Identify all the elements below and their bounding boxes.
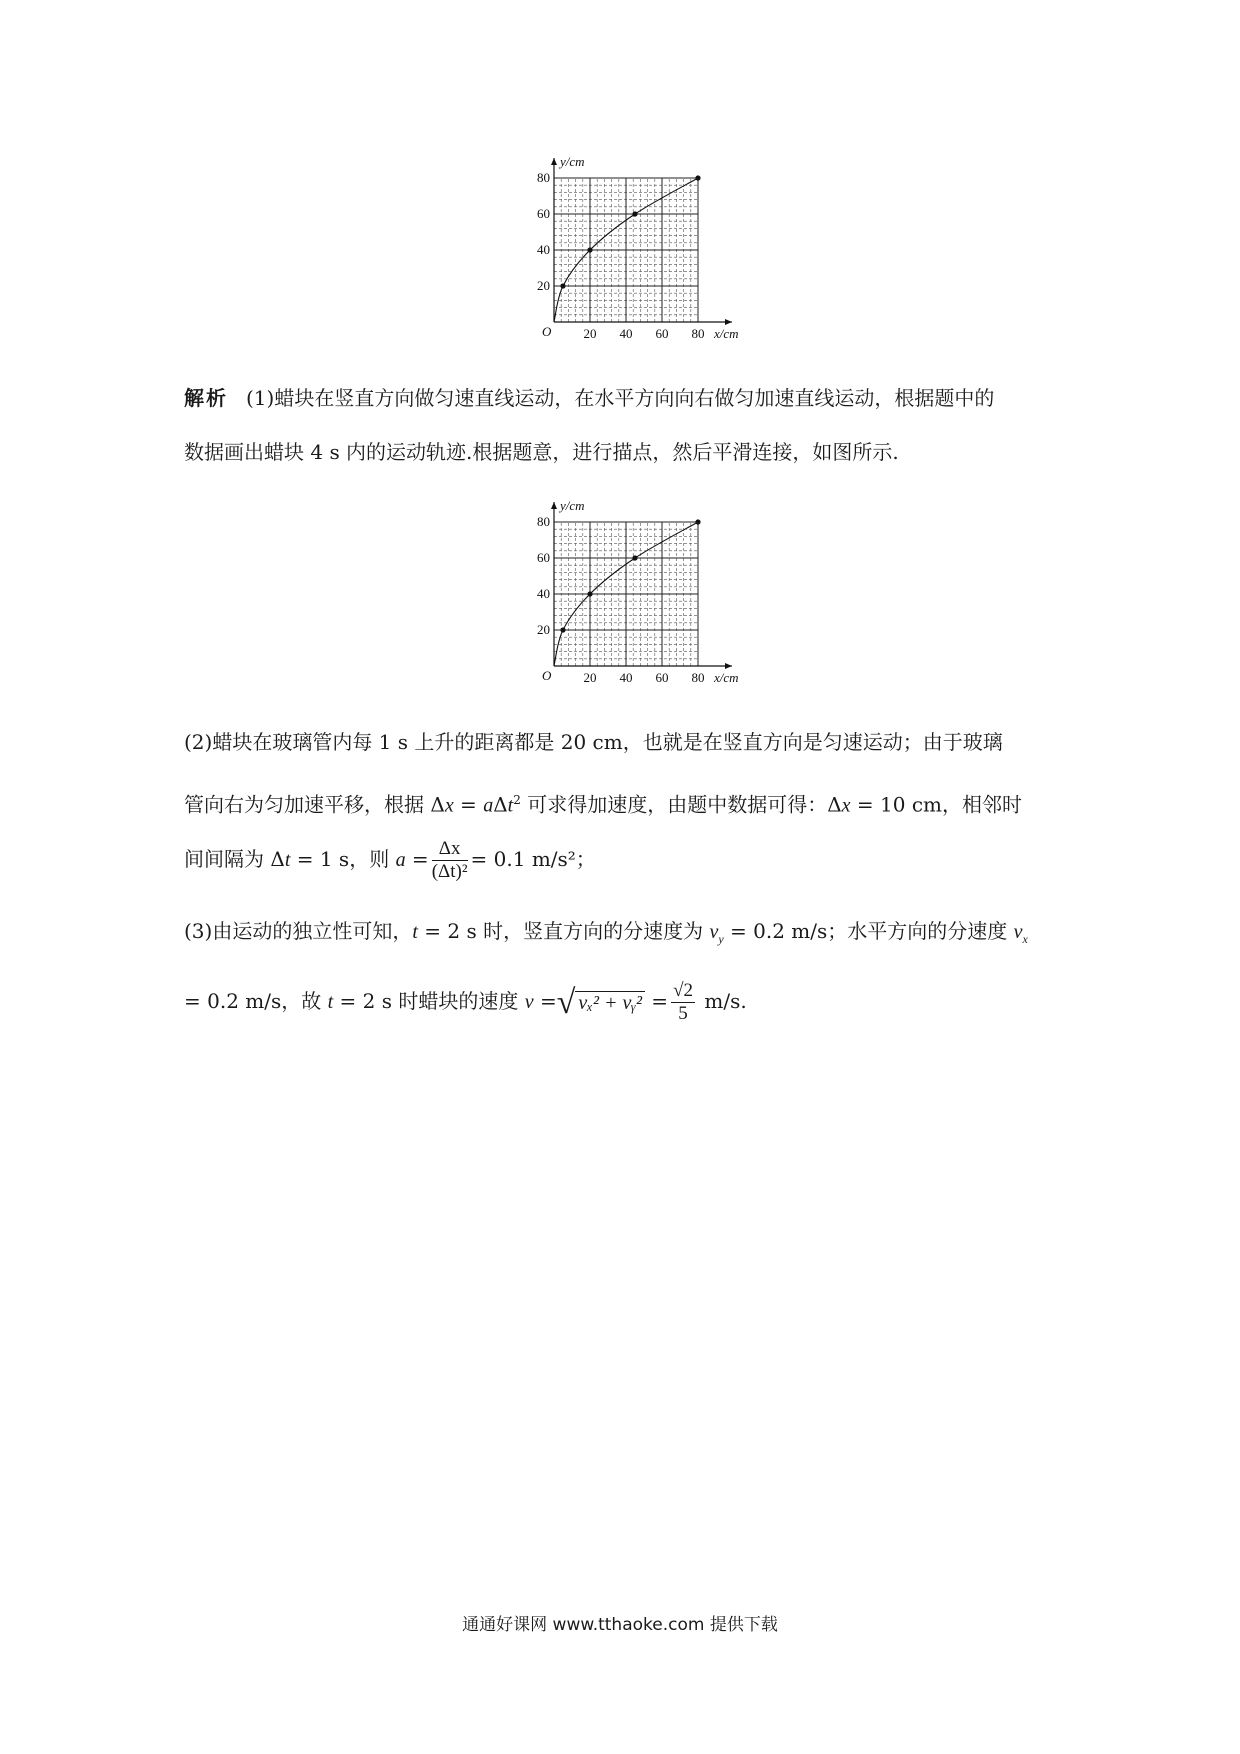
p2-eq: =	[453, 792, 484, 817]
p2-var-x-2: x	[841, 794, 851, 817]
analysis-paragraph-2	[184, 727, 1064, 757]
p2-var-t-2: t	[284, 849, 291, 871]
analysis-paragraph-1-line2	[184, 437, 1064, 467]
analysis-paragraph-3	[184, 916, 1064, 954]
p3-var-t: t	[412, 921, 418, 943]
p2-var-a: a	[483, 794, 494, 817]
y-tick-label: 20	[537, 278, 550, 293]
x-axis-arrow	[725, 319, 732, 325]
data-point	[587, 247, 592, 252]
x-tick-label: 80	[691, 670, 705, 685]
y-tick-label: 20	[537, 622, 550, 637]
x-tick-label: 20	[583, 326, 597, 341]
p2-delta: Δ	[493, 792, 508, 817]
p3-text-2: = 2 s 时，竖直方向的分速度为	[417, 919, 710, 943]
p3-unit: m/s.	[698, 989, 747, 1013]
footer-source: 通通好课网 www.tthaoke.com 提供下载	[462, 1615, 778, 1635]
trajectory-graph-1	[522, 146, 762, 368]
fraction-denominator-2: 5	[678, 1003, 688, 1024]
data-point	[560, 627, 565, 632]
data-point	[632, 555, 637, 560]
p3-sub-x: x	[1022, 932, 1028, 946]
p2-result: = 0.1 m/s²；	[470, 847, 596, 871]
p3-text-3: = 0.2 m/s；水平方向的分速度	[723, 919, 1014, 943]
velocity-sqrt	[556, 983, 645, 1021]
graph-2-svg	[522, 490, 762, 712]
p3-var-v: v	[709, 921, 719, 943]
p2-var-t: t	[507, 794, 514, 817]
fraction-denominator: (Δt)²	[431, 861, 468, 882]
data-point	[695, 519, 700, 524]
y-tick-label: 40	[537, 586, 550, 601]
x-tick-label: 60	[655, 326, 669, 341]
p3-var-v-3: v	[524, 991, 534, 1013]
p1-line2: 数据画出蜡块 4 s 内的运动轨迹.根据题意，进行描点，然后平滑连接，如图所示.	[184, 440, 899, 464]
y-axis-arrow	[551, 158, 557, 165]
analysis-paragraph-2-line3	[184, 838, 1064, 883]
data-point	[560, 283, 565, 288]
p2-text-2: 可求得加速度，由题中数据可得：Δ	[520, 792, 842, 817]
y-tick-label: 40	[537, 242, 550, 257]
p2-text-3: = 10 cm，相邻时	[850, 792, 1022, 817]
graph-1-svg	[522, 146, 762, 368]
acceleration-fraction	[432, 838, 468, 883]
analysis-label: 解析	[184, 386, 228, 410]
y-tick-label: 60	[537, 550, 550, 565]
fraction-numerator-2: √2	[673, 980, 694, 1001]
analysis-paragraph-3-line2	[184, 980, 1064, 1025]
p3-text: (3)由运动的独立性可知，	[184, 919, 413, 943]
velocity-fraction	[671, 980, 695, 1025]
p2-text-5: = 1 s，则	[290, 847, 396, 871]
analysis-paragraph-1	[184, 383, 1064, 413]
y-axis-label: y/cm	[560, 498, 585, 513]
x-tick-label: 60	[655, 670, 669, 685]
p3-var-v-2: v	[1013, 921, 1023, 943]
y-tick-label: 80	[537, 514, 550, 529]
y-axis-arrow	[551, 502, 557, 509]
p3-eq-2: =	[644, 989, 669, 1013]
p2-exponent: 2	[513, 793, 521, 807]
p3-sub-y: y	[718, 932, 724, 946]
y-tick-label: 80	[537, 170, 550, 185]
p2-text: 管向右为匀加速平移，根据 Δ	[184, 792, 445, 817]
data-point	[587, 591, 592, 596]
p2-text-4: 间间隔为 Δ	[184, 847, 285, 871]
origin-label: O	[542, 668, 552, 683]
y-tick-label: 60	[537, 206, 550, 221]
p3-text-5: = 2 s 时蜡块的速度	[333, 989, 525, 1013]
x-tick-label: 40	[619, 326, 633, 341]
x-axis-label: x/cm	[714, 670, 739, 685]
fraction-numerator: Δx	[432, 838, 468, 861]
radical-sign: √	[556, 983, 576, 1021]
data-point	[695, 175, 700, 180]
p3-text-4: = 0.2 m/s，故	[184, 989, 328, 1013]
p2-var-a-2: a	[395, 849, 406, 871]
x-tick-label: 40	[619, 670, 633, 685]
p2-var-x: x	[444, 794, 454, 817]
x-axis-arrow	[725, 663, 732, 669]
p2-eq-2: =	[405, 847, 429, 871]
data-point	[632, 211, 637, 216]
p2-line1: (2)蜡块在玻璃管内每 1 s 上升的距离都是 20 cm，也就是在竖直方向是匀速运动；由于玻璃	[184, 730, 1003, 754]
radicand: vₓ² + vᵧ²	[575, 991, 645, 1014]
p3-eq: =	[533, 989, 557, 1013]
y-axis-label: y/cm	[560, 154, 585, 169]
x-axis-label: x/cm	[714, 326, 739, 341]
trajectory-graph-2	[522, 490, 762, 712]
analysis-paragraph-2-line2	[184, 785, 1064, 821]
x-tick-label: 20	[583, 670, 597, 685]
x-tick-label: 80	[691, 326, 705, 341]
p1-line1: (1)蜡块在竖直方向做匀速直线运动，在水平方向向右做匀加速直线运动，根据题中的	[246, 386, 995, 410]
p3-var-t-2: t	[327, 991, 334, 1013]
origin-label: O	[542, 324, 552, 339]
